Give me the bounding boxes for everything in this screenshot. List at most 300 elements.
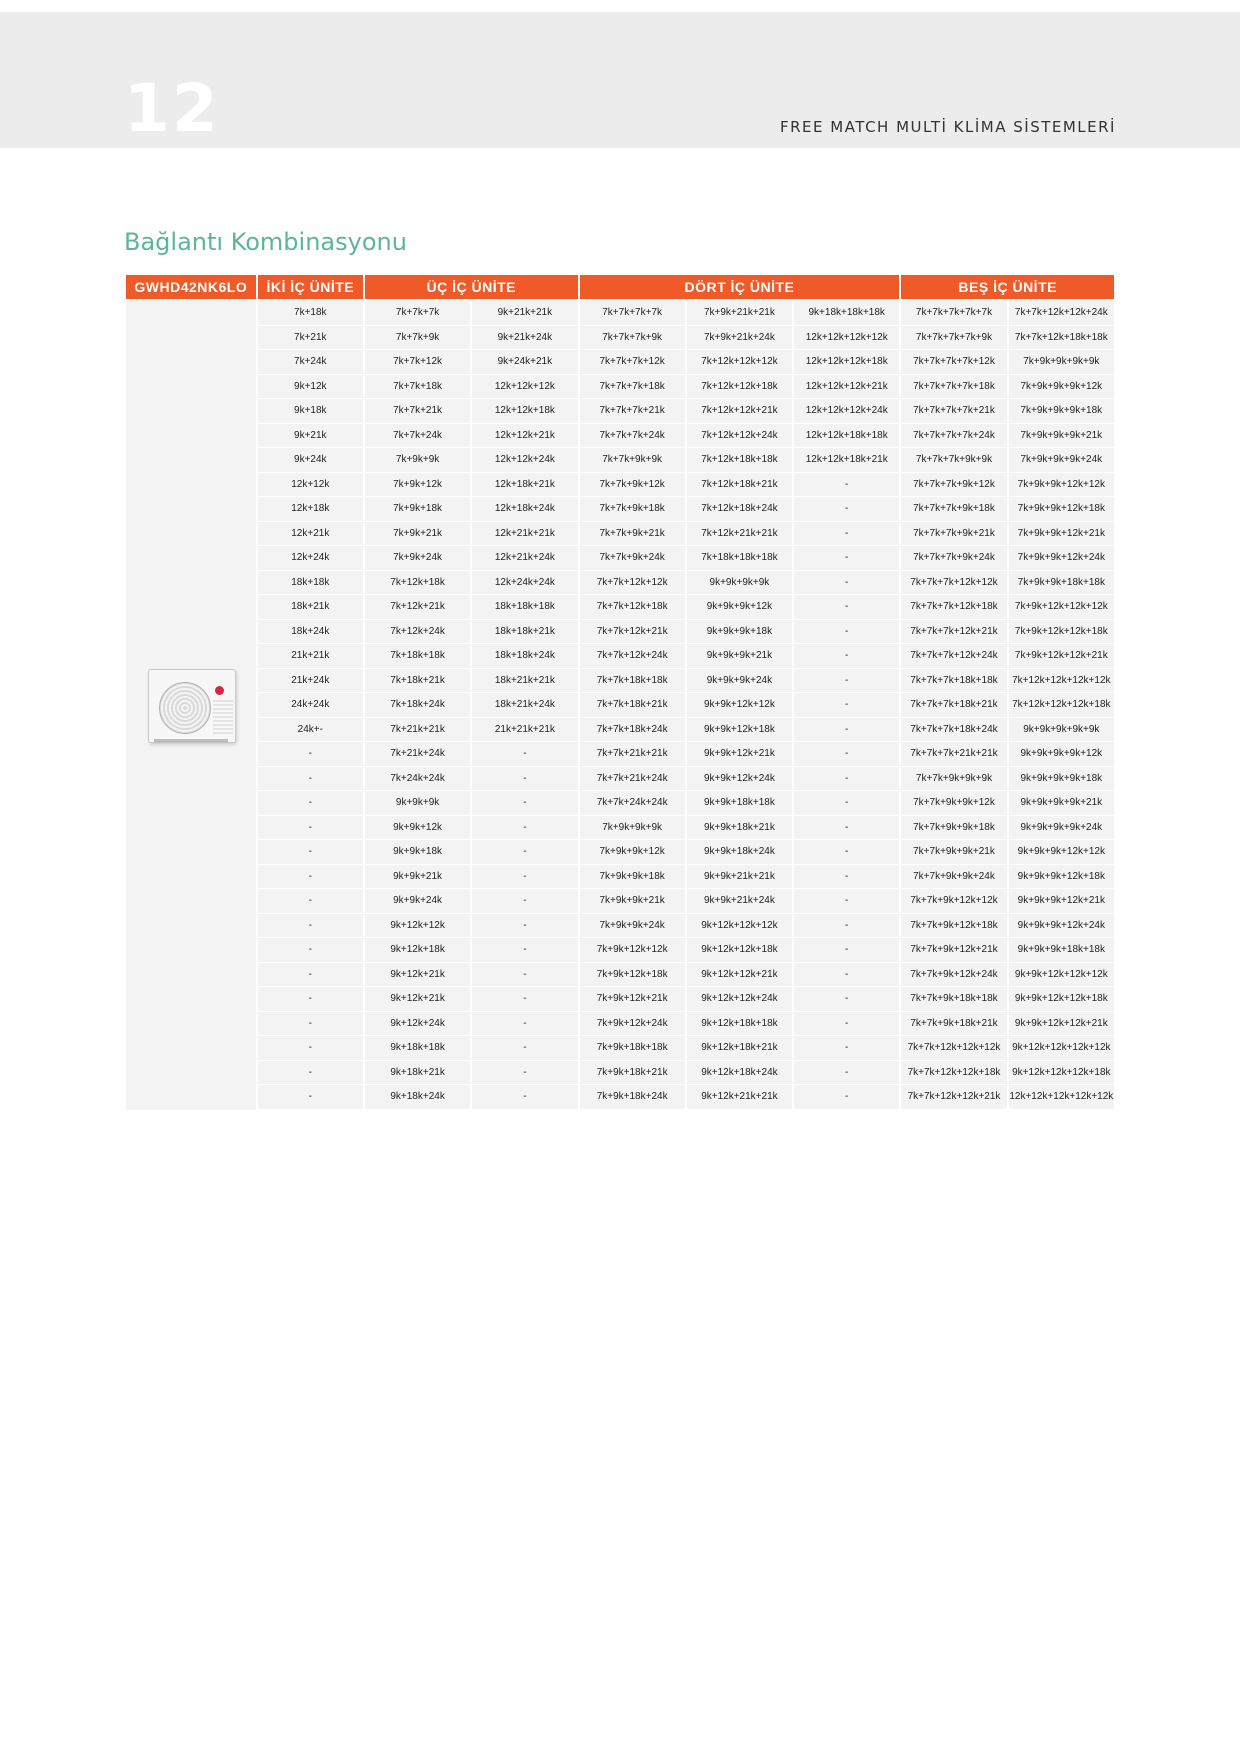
table-row	[126, 987, 1114, 1012]
table-cell: 12k+12k+12k+12k+12k	[1009, 1085, 1114, 1110]
table-cell: -	[258, 1036, 363, 1061]
table-cell: 9k+9k+9k+12k+24k	[1009, 914, 1114, 939]
table-cell: 9k+9k+9k+12k+18k	[1009, 865, 1114, 890]
table-cell: 7k+9k+9k+21k	[580, 889, 685, 914]
table-cell: 7k+9k+12k+21k	[580, 987, 685, 1012]
table-cell: 7k+12k+18k	[365, 571, 470, 596]
table-cell: 9k+18k+18k	[365, 1036, 470, 1061]
table-cell: 7k+9k+18k+18k	[580, 1036, 685, 1061]
table-cell: 18k+21k+24k	[472, 693, 577, 718]
table-cell: -	[472, 1012, 577, 1037]
outdoor-unit-icon	[144, 665, 238, 745]
table-row	[126, 620, 1114, 645]
table-cell: 18k+18k+24k	[472, 644, 577, 669]
table-row	[126, 350, 1114, 375]
table-cell: -	[472, 816, 577, 841]
table-row	[126, 546, 1114, 571]
table-cell: 7k+9k+21k	[365, 522, 470, 547]
table-cell: 7k+9k+9k+9k+18k	[1009, 399, 1114, 424]
table-cell: 9k+9k+9k+9k	[687, 571, 792, 596]
section-title: Bağlantı Kombinasyonu	[124, 228, 407, 256]
table-cell: 7k+9k+9k+9k+9k	[1009, 350, 1114, 375]
table-cell: 7k+9k+9k+9k+21k	[1009, 424, 1114, 449]
table-cell: 9k+24k+21k	[472, 350, 577, 375]
table-cell: 9k+9k+12k+18k	[687, 718, 792, 743]
table-row	[126, 816, 1114, 841]
table-cell: 7k+9k+9k+9k	[580, 816, 685, 841]
table-row	[126, 399, 1114, 424]
table-cell: -	[794, 595, 899, 620]
table-row	[126, 767, 1114, 792]
table-cell: 7k+7k+9k+18k	[580, 497, 685, 522]
table-cell: 7k+7k+9k+9k+9k	[901, 767, 1006, 792]
table-cell: 7k+21k	[258, 326, 363, 351]
table-cell: 12k+12k+18k+18k	[794, 424, 899, 449]
table-cell: 7k+24k+24k	[365, 767, 470, 792]
table-cell: 7k+7k+9k+18k+18k	[901, 987, 1006, 1012]
table-cell: 12k+12k+12k+21k	[794, 375, 899, 400]
table-cell: 7k+18k+24k	[365, 693, 470, 718]
table-cell: 7k+21k+24k	[365, 742, 470, 767]
table-cell: 7k+7k+7k+9k+24k	[901, 546, 1006, 571]
table-cell: 7k+9k+9k+12k+24k	[1009, 546, 1114, 571]
table-cell: -	[794, 865, 899, 890]
table-cell: 18k+21k	[258, 595, 363, 620]
table-cell: 7k+7k+7k+12k+12k	[901, 571, 1006, 596]
table-cell: 12k+21k+24k	[472, 546, 577, 571]
table-cell: -	[258, 938, 363, 963]
table-cell: 7k+9k+12k+12k+12k	[1009, 595, 1114, 620]
table-cell: -	[472, 767, 577, 792]
table-cell: 12k+18k	[258, 497, 363, 522]
table-cell: 7k+7k+12k+12k+24k	[1009, 301, 1114, 326]
table-cell: 7k+9k+12k+12k+21k	[1009, 644, 1114, 669]
table-cell: 24k+-	[258, 718, 363, 743]
table-cell: 7k+7k+7k+18k	[580, 375, 685, 400]
table-cell: 7k+7k+7k+7k+21k	[901, 399, 1006, 424]
table-cell: 9k+12k+12k	[365, 914, 470, 939]
table-cell: 7k+7k+9k+9k	[580, 448, 685, 473]
table-cell: 12k+12k+12k+18k	[794, 350, 899, 375]
table-cell: 9k+9k+9k+9k+9k	[1009, 718, 1114, 743]
table-row	[126, 963, 1114, 988]
table-cell: 7k+18k+18k+18k	[687, 546, 792, 571]
table-cell: -	[794, 1036, 899, 1061]
table-cell: -	[794, 718, 899, 743]
table-cell: 9k+12k	[258, 375, 363, 400]
table-cell: 18k+21k+21k	[472, 669, 577, 694]
table-cell: 7k+12k+12k+18k	[687, 375, 792, 400]
table-cell: 7k+12k+12k+12k+18k	[1009, 693, 1114, 718]
table-cell: 7k+7k+9k+12k	[580, 473, 685, 498]
table-cell: 9k+18k+21k	[365, 1061, 470, 1086]
table-cell: 18k+18k+18k	[472, 595, 577, 620]
table-cell: 9k+9k+9k+9k+18k	[1009, 767, 1114, 792]
table-cell: 7k+7k+7k+9k+12k	[901, 473, 1006, 498]
document-title: FREE MATCH MULTİ KLİMA SİSTEMLERİ	[779, 118, 1116, 136]
table-cell: -	[794, 473, 899, 498]
table-cell: 7k+7k+12k+18k+18k	[1009, 326, 1114, 351]
table-cell: 9k+12k+12k+21k	[687, 963, 792, 988]
table-row	[126, 497, 1114, 522]
table-cell: 9k+9k+9k+18k+18k	[1009, 938, 1114, 963]
table-cell: 9k+9k+9k+18k	[687, 620, 792, 645]
table-cell: 7k+18k	[258, 301, 363, 326]
table-cell: 7k+9k+9k+9k+24k	[1009, 448, 1114, 473]
table-cell: 9k+12k+21k+21k	[687, 1085, 792, 1110]
table-cell: -	[794, 1085, 899, 1110]
table-cell: -	[794, 889, 899, 914]
table-cell: -	[472, 1085, 577, 1110]
table-cell: 7k+7k+21k+21k	[580, 742, 685, 767]
table-cell: 9k+9k+21k+21k	[687, 865, 792, 890]
table-cell: -	[794, 669, 899, 694]
table-cell: 12k+24k+24k	[472, 571, 577, 596]
page-number: 12	[124, 70, 220, 147]
table-row	[126, 522, 1114, 547]
table-cell: 7k+9k+18k	[365, 497, 470, 522]
table-cell: 7k+9k+18k+24k	[580, 1085, 685, 1110]
table-cell: 9k+12k+12k+12k+12k	[1009, 1036, 1114, 1061]
table-cell: 7k+7k+9k+12k+24k	[901, 963, 1006, 988]
table-cell: 9k+9k+18k+21k	[687, 816, 792, 841]
table-cell: -	[258, 1085, 363, 1110]
table-cell: 9k+9k+12k+24k	[687, 767, 792, 792]
table-cell: -	[472, 840, 577, 865]
table-cell: -	[794, 987, 899, 1012]
table-row	[126, 865, 1114, 890]
table-cell: 9k+18k+24k	[365, 1085, 470, 1110]
table-cell: -	[794, 963, 899, 988]
table-row	[126, 473, 1114, 498]
table-cell: 7k+7k+9k+9k+21k	[901, 840, 1006, 865]
table-cell: 18k+18k+21k	[472, 620, 577, 645]
table-cell: 9k+9k+9k+12k+21k	[1009, 889, 1114, 914]
table-cell: 7k+12k+12k+24k	[687, 424, 792, 449]
table-cell: -	[258, 1061, 363, 1086]
table-cell: 7k+7k+9k+9k+18k	[901, 816, 1006, 841]
table-cell: 7k+7k+7k+9k	[580, 326, 685, 351]
table-cell: 9k+12k+12k+18k	[687, 938, 792, 963]
table-cell: 7k+18k+21k	[365, 669, 470, 694]
table-cell: 7k+7k+7k+18k+18k	[901, 669, 1006, 694]
table-cell: -	[258, 742, 363, 767]
table-cell: -	[258, 840, 363, 865]
table-cell: 7k+7k+9k+9k+24k	[901, 865, 1006, 890]
table-cell: 7k+9k+21k+21k	[687, 301, 792, 326]
table-cell: -	[794, 914, 899, 939]
table-cell: 7k+7k+12k+12k+21k	[901, 1085, 1006, 1110]
table-row	[126, 1012, 1114, 1037]
table-cell: -	[794, 522, 899, 547]
table-cell: 7k+7k+7k+7k+24k	[901, 424, 1006, 449]
table-cell: 18k+18k	[258, 571, 363, 596]
table-cell: 9k+9k+18k+24k	[687, 840, 792, 865]
table-cell: 7k+9k+12k+24k	[580, 1012, 685, 1037]
table-row	[126, 718, 1114, 743]
table-cell: 7k+7k+12k+24k	[580, 644, 685, 669]
table-cell: 7k+7k+7k+7k+9k	[901, 326, 1006, 351]
table-cell: 7k+7k+7k+18k+21k	[901, 693, 1006, 718]
table-cell: 12k+12k+18k+21k	[794, 448, 899, 473]
table-cell: 7k+12k+12k+12k	[687, 350, 792, 375]
table-cell: 7k+7k+18k	[365, 375, 470, 400]
table-cell: -	[472, 865, 577, 890]
table-cell: 12k+12k+18k	[472, 399, 577, 424]
table-cell: -	[472, 889, 577, 914]
table-cell: -	[258, 963, 363, 988]
table-cell: -	[794, 644, 899, 669]
outdoor-unit-image-cell	[126, 301, 256, 1110]
table-cell: 7k+9k+18k+21k	[580, 1061, 685, 1086]
table-cell: -	[794, 938, 899, 963]
table-cell: 7k+9k+9k+24k	[580, 914, 685, 939]
table-cell: 7k+9k+9k+18k	[580, 865, 685, 890]
header-three-units: ÜÇ İÇ ÜNİTE	[365, 275, 578, 301]
table-cell: 7k+12k+21k+21k	[687, 522, 792, 547]
table-cell: -	[258, 816, 363, 841]
table-cell: 9k+9k+12k+12k+21k	[1009, 1012, 1114, 1037]
table-cell: 9k+9k+9k+9k+12k	[1009, 742, 1114, 767]
table-cell: 7k+7k+24k	[365, 424, 470, 449]
table-cell: 9k+9k+12k	[365, 816, 470, 841]
table-cell: -	[794, 620, 899, 645]
table-row	[126, 669, 1114, 694]
table-cell: 12k+18k+24k	[472, 497, 577, 522]
table-cell: 9k+12k+18k	[365, 938, 470, 963]
table-row	[126, 938, 1114, 963]
table-cell: 7k+24k	[258, 350, 363, 375]
table-cell: 7k+9k+9k+18k+18k	[1009, 571, 1114, 596]
table-cell: 7k+7k+12k+12k	[580, 571, 685, 596]
table-cell: -	[258, 914, 363, 939]
table-cell: 7k+7k+7k+7k+18k	[901, 375, 1006, 400]
table-cell: 9k+12k+12k+24k	[687, 987, 792, 1012]
table-cell: 9k+12k+24k	[365, 1012, 470, 1037]
table-cell: -	[794, 546, 899, 571]
table-cell: 7k+7k+18k+21k	[580, 693, 685, 718]
table-cell: 7k+12k+12k+21k	[687, 399, 792, 424]
table-row	[126, 1036, 1114, 1061]
table-cell: 9k+9k+9k+12k	[687, 595, 792, 620]
table-cell: 9k+12k+18k+24k	[687, 1061, 792, 1086]
table-cell: -	[794, 571, 899, 596]
table-cell: -	[794, 1061, 899, 1086]
table-row	[126, 840, 1114, 865]
table-cell: 21k+21k+21k	[472, 718, 577, 743]
table-cell: 7k+7k+21k+24k	[580, 767, 685, 792]
table-cell: 24k+24k	[258, 693, 363, 718]
table-cell: 9k+9k+12k+12k+18k	[1009, 987, 1114, 1012]
table-cell: 7k+7k+7k+12k+21k	[901, 620, 1006, 645]
table-cell: 9k+18k	[258, 399, 363, 424]
header-two-units: İKİ İÇ ÜNİTE	[258, 275, 363, 301]
table-cell: 7k+7k+12k+12k+18k	[901, 1061, 1006, 1086]
table-cell: 7k+9k+9k+9k+12k	[1009, 375, 1114, 400]
table-cell: 7k+7k+9k+21k	[580, 522, 685, 547]
table-cell: 7k+21k+21k	[365, 718, 470, 743]
table-header-row	[126, 275, 1114, 301]
table-cell: -	[794, 767, 899, 792]
table-cell: 7k+9k+9k	[365, 448, 470, 473]
table-cell: 9k+21k	[258, 424, 363, 449]
table-row	[126, 326, 1114, 351]
table-cell: 7k+7k+18k+18k	[580, 669, 685, 694]
table-cell: -	[472, 963, 577, 988]
table-cell: 7k+7k+12k+18k	[580, 595, 685, 620]
table-cell: 9k+9k+9k+21k	[687, 644, 792, 669]
table-cell: 7k+7k+7k+9k+9k	[901, 448, 1006, 473]
table-row	[126, 595, 1114, 620]
table-cell: 7k+7k+21k	[365, 399, 470, 424]
table-cell: -	[472, 914, 577, 939]
table-cell: 9k+9k+12k+12k+12k	[1009, 963, 1114, 988]
table-cell: 9k+12k+12k+12k	[687, 914, 792, 939]
table-cell: 9k+9k+9k+12k+12k	[1009, 840, 1114, 865]
table-cell: 9k+12k+12k+12k+18k	[1009, 1061, 1114, 1086]
table-cell: 7k+12k+18k+18k	[687, 448, 792, 473]
table-cell: 9k+9k+9k+9k+24k	[1009, 816, 1114, 841]
table-cell: 7k+9k+12k+12k	[580, 938, 685, 963]
table-cell: 7k+7k+9k+12k+18k	[901, 914, 1006, 939]
table-cell: 7k+9k+9k+12k	[580, 840, 685, 865]
table-cell: 9k+9k+21k+24k	[687, 889, 792, 914]
table-cell: 7k+9k+12k	[365, 473, 470, 498]
table-cell: 7k+18k+18k	[365, 644, 470, 669]
table-row	[126, 1085, 1114, 1110]
table-cell: 9k+24k	[258, 448, 363, 473]
table-cell: 21k+24k	[258, 669, 363, 694]
table-cell: 7k+7k+12k	[365, 350, 470, 375]
table-cell: -	[794, 816, 899, 841]
table-row	[126, 644, 1114, 669]
table-cell: 7k+7k+12k+12k+12k	[901, 1036, 1006, 1061]
table-cell: 12k+12k+12k+12k	[794, 326, 899, 351]
table-row	[126, 914, 1114, 939]
table-cell: 9k+12k+21k	[365, 963, 470, 988]
header-four-units: DÖRT İÇ ÜNİTE	[580, 275, 900, 301]
table-cell: 7k+7k+9k+24k	[580, 546, 685, 571]
table-cell: 7k+7k+7k+7k+7k	[901, 301, 1006, 326]
table-cell: 9k+9k+18k+18k	[687, 791, 792, 816]
table-row	[126, 375, 1114, 400]
table-cell: 12k+12k+12k+24k	[794, 399, 899, 424]
table-cell: 7k+9k+9k+12k+21k	[1009, 522, 1114, 547]
table-cell: -	[794, 791, 899, 816]
table-cell: 9k+9k+9k+9k+21k	[1009, 791, 1114, 816]
table-cell: 7k+7k+7k	[365, 301, 470, 326]
table-cell: 7k+7k+7k+21k+21k	[901, 742, 1006, 767]
table-row	[126, 448, 1114, 473]
table-row	[126, 742, 1114, 767]
table-cell: -	[794, 840, 899, 865]
table-cell: 7k+7k+7k+7k+12k	[901, 350, 1006, 375]
table-cell: -	[258, 889, 363, 914]
table-cell: 7k+7k+7k+12k	[580, 350, 685, 375]
table-row	[126, 301, 1114, 326]
table-cell: 7k+7k+9k+12k+12k	[901, 889, 1006, 914]
table-cell: -	[472, 987, 577, 1012]
table-cell: -	[258, 865, 363, 890]
table-cell: 18k+24k	[258, 620, 363, 645]
table-cell: -	[472, 938, 577, 963]
table-cell: 7k+7k+12k+21k	[580, 620, 685, 645]
table-row	[126, 571, 1114, 596]
table-cell: 9k+12k+18k+18k	[687, 1012, 792, 1037]
table-cell: 9k+18k+18k+18k	[794, 301, 899, 326]
table-cell: 9k+21k+21k	[472, 301, 577, 326]
table-cell: 9k+9k+12k+12k	[687, 693, 792, 718]
table-cell: 7k+7k+24k+24k	[580, 791, 685, 816]
table-body	[126, 301, 1114, 1110]
table-cell: 12k+12k	[258, 473, 363, 498]
combination-table	[124, 275, 1116, 1110]
table-cell: 9k+9k+9k+24k	[687, 669, 792, 694]
table-cell: 7k+7k+7k+12k+18k	[901, 595, 1006, 620]
table-cell: 7k+7k+9k+18k+21k	[901, 1012, 1006, 1037]
table-cell: 7k+12k+21k	[365, 595, 470, 620]
table-cell: 7k+12k+24k	[365, 620, 470, 645]
table-cell: 7k+7k+7k+12k+24k	[901, 644, 1006, 669]
table-cell: 12k+24k	[258, 546, 363, 571]
table-cell: 9k+12k+18k+21k	[687, 1036, 792, 1061]
table-cell: 9k+9k+12k+21k	[687, 742, 792, 767]
table-cell: -	[472, 791, 577, 816]
table-cell: 9k+9k+9k	[365, 791, 470, 816]
table-cell: 9k+9k+24k	[365, 889, 470, 914]
table-cell: 21k+21k	[258, 644, 363, 669]
table-row	[126, 791, 1114, 816]
table-cell: 12k+21k+21k	[472, 522, 577, 547]
table-cell: -	[472, 742, 577, 767]
table-cell: 7k+7k+7k+9k+18k	[901, 497, 1006, 522]
table-cell: 12k+18k+21k	[472, 473, 577, 498]
table-cell: 12k+12k+12k	[472, 375, 577, 400]
table-cell: 7k+9k+12k+18k	[580, 963, 685, 988]
table-cell: 7k+7k+9k	[365, 326, 470, 351]
table-row	[126, 1061, 1114, 1086]
table-cell: 7k+12k+18k+24k	[687, 497, 792, 522]
table-cell: -	[794, 693, 899, 718]
table-row	[126, 424, 1114, 449]
table-cell: -	[472, 1036, 577, 1061]
table-cell: 12k+21k	[258, 522, 363, 547]
header-five-units: BEŞ İÇ ÜNİTE	[901, 275, 1114, 301]
table-cell: 7k+12k+12k+12k+12k	[1009, 669, 1114, 694]
table-cell: 7k+7k+7k+21k	[580, 399, 685, 424]
table-cell: 7k+9k+21k+24k	[687, 326, 792, 351]
table-cell: -	[472, 1061, 577, 1086]
table-cell: -	[794, 1012, 899, 1037]
table-cell: -	[258, 767, 363, 792]
table-cell: 7k+7k+7k+18k+24k	[901, 718, 1006, 743]
table-cell: -	[794, 497, 899, 522]
table-cell: 9k+12k+21k	[365, 987, 470, 1012]
table-cell: 7k+7k+18k+24k	[580, 718, 685, 743]
table-cell: 7k+9k+9k+12k+18k	[1009, 497, 1114, 522]
table-cell: -	[258, 1012, 363, 1037]
table-cell: 7k+7k+9k+12k+21k	[901, 938, 1006, 963]
table-cell: 7k+9k+12k+12k+18k	[1009, 620, 1114, 645]
table-cell: 7k+7k+7k+7k	[580, 301, 685, 326]
table-cell: 9k+9k+18k	[365, 840, 470, 865]
table-cell: 7k+9k+9k+12k+12k	[1009, 473, 1114, 498]
table-cell: 12k+12k+24k	[472, 448, 577, 473]
table-cell: -	[258, 987, 363, 1012]
table-row	[126, 889, 1114, 914]
table-cell: 7k+7k+9k+9k+12k	[901, 791, 1006, 816]
table-cell: 7k+9k+24k	[365, 546, 470, 571]
